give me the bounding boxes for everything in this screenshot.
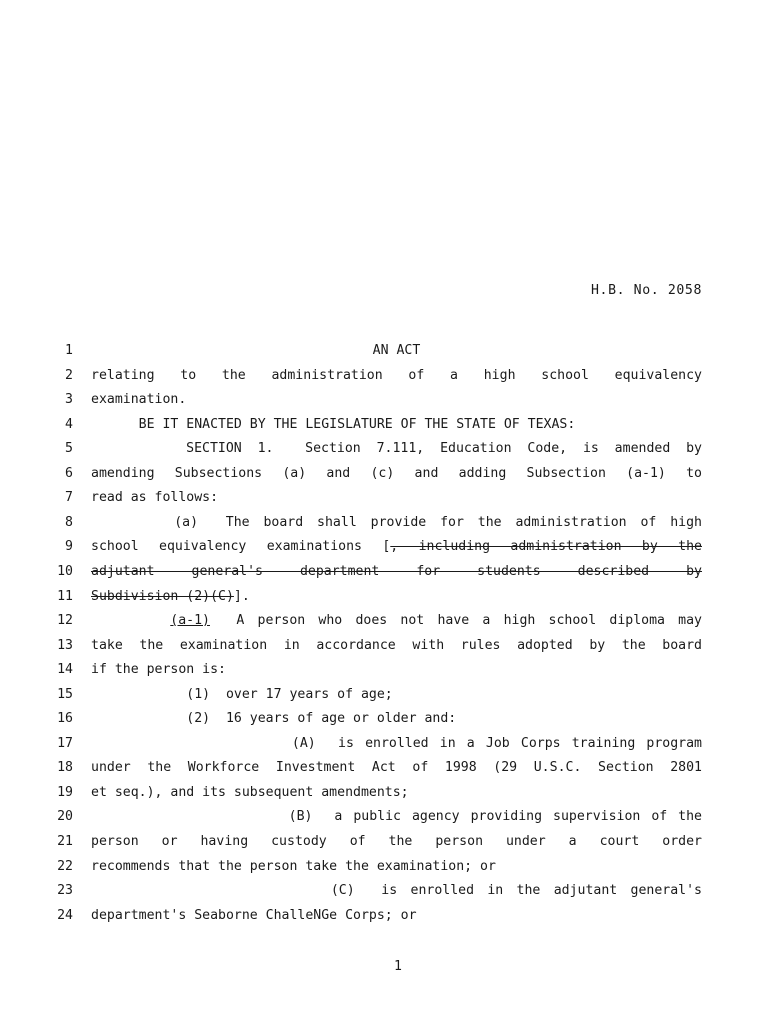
bill-line (0, 809, 770, 833)
line-number: 9 (65, 539, 73, 555)
line-number: 8 (65, 514, 73, 530)
text-segment: take the examination in accordance with rules adopted by the board (91, 637, 702, 653)
line-text (91, 834, 702, 849)
text-segment: under the Workforce Investment Act of 1998 (29 U.S.C. Section 2801 (91, 760, 702, 776)
bill-line (0, 392, 770, 416)
bill-line (0, 613, 770, 637)
bill-number: H.B. No. 2058 (590, 283, 702, 298)
text-segment: department's Seaborne ChalleNGe Corps; or (91, 907, 417, 923)
line-number: 10 (57, 563, 73, 579)
line-number: 18 (57, 760, 73, 776)
deleted-text: Subdivision (2)(C) (91, 588, 234, 604)
line-text (91, 736, 702, 751)
inserted-text: (a-1) (170, 613, 210, 629)
bill-line (0, 711, 770, 735)
line-text (91, 638, 702, 653)
text-segment (91, 613, 170, 628)
text-segment: school equivalency examinations [ (91, 539, 391, 555)
deleted-text: adjutant general's department for students described by (91, 563, 702, 579)
line-text (91, 809, 702, 824)
text-segment: (B) a public agency providing supervision of the (91, 809, 702, 825)
line-number: 15 (57, 686, 73, 702)
text-segment: (A) is enrolled in a Job Corps training program (91, 735, 702, 751)
text-segment: person or having custody of the person under a court order (91, 834, 702, 849)
line-text (91, 490, 702, 505)
text-segment: (a) The board shall provide for the administration of high (91, 514, 702, 530)
text-segment: A person who does not have a high school diploma may (209, 613, 702, 629)
line-number: 12 (57, 613, 73, 629)
line-text (91, 589, 702, 604)
text-segment: amending Subsections (a) and (c) and adding Subsection (a-1) to (91, 465, 702, 481)
line-text (91, 539, 702, 554)
deleted-text: , including administration by the (390, 539, 702, 555)
bill-line (0, 539, 770, 563)
line-text (91, 711, 702, 726)
bill-line (0, 564, 770, 588)
line-number: 19 (57, 784, 73, 800)
line-text (91, 343, 702, 358)
bill-line (0, 441, 770, 465)
line-text (91, 687, 702, 702)
line-number: 6 (65, 465, 73, 481)
line-number: 23 (57, 883, 73, 899)
line-number: 20 (57, 809, 73, 825)
line-text (91, 883, 702, 898)
bill-line (0, 368, 770, 392)
line-text (91, 441, 702, 456)
line-text (91, 859, 702, 874)
bill-line (0, 908, 770, 932)
line-text (91, 662, 702, 677)
line-text (91, 908, 702, 923)
line-number: 24 (57, 907, 73, 923)
page-number: 1 (394, 959, 402, 974)
bill-line (0, 736, 770, 760)
line-number: 16 (57, 711, 73, 727)
bill-line (0, 466, 770, 490)
bill-line (0, 760, 770, 784)
bill-line (0, 859, 770, 883)
text-segment: BE IT ENACTED BY THE LEGISLATURE OF THE STATE OF TEXAS: (91, 416, 576, 432)
line-number: 17 (57, 735, 73, 751)
line-number: 1 (65, 343, 73, 358)
text-segment: (C) is enrolled in the adjutant general's (91, 883, 702, 899)
line-text (91, 564, 702, 579)
line-number: 13 (57, 637, 73, 653)
line-text (91, 515, 702, 530)
line-text (91, 417, 702, 432)
text-segment: relating to the administration of a high school equivalency (91, 367, 702, 383)
bill-line (0, 785, 770, 809)
text-segment: (2) 16 years of age or older and: (91, 711, 457, 727)
line-number: 14 (57, 662, 73, 678)
bill-line (0, 834, 770, 858)
text-segment: AN ACT (372, 343, 421, 358)
line-number: 2 (65, 367, 73, 383)
text-segment: read as follows: (91, 490, 219, 506)
line-text (91, 368, 702, 383)
bill-line (0, 589, 770, 613)
line-number: 5 (65, 441, 73, 457)
line-text (91, 760, 702, 775)
line-text (91, 392, 702, 407)
bill-line (0, 687, 770, 711)
line-number: 4 (65, 416, 73, 432)
bill-line (0, 343, 770, 367)
text-segment: SECTION 1. Section 7.111, Education Code, is amended by (91, 441, 702, 457)
bill-line (0, 515, 770, 539)
line-text (91, 613, 702, 628)
line-number: 21 (57, 834, 73, 849)
line-text (91, 466, 702, 481)
line-text (91, 785, 702, 800)
text-segment: (1) over 17 years of age; (91, 686, 393, 702)
text-segment: recommends that the person take the examination; or (91, 858, 496, 874)
bill-line (0, 490, 770, 514)
text-segment: examination. (91, 392, 187, 408)
line-number: 22 (57, 858, 73, 874)
text-segment: ]. (233, 588, 250, 604)
line-number: 11 (57, 588, 73, 604)
line-number: 3 (65, 392, 73, 408)
bill-line (0, 417, 770, 441)
text-segment: if the person is: (91, 662, 226, 678)
bill-line (0, 883, 770, 907)
bill-line (0, 638, 770, 662)
line-number: 7 (65, 490, 73, 506)
bill-line (0, 662, 770, 686)
text-segment: et seq.), and its subsequent amendments; (91, 784, 409, 800)
